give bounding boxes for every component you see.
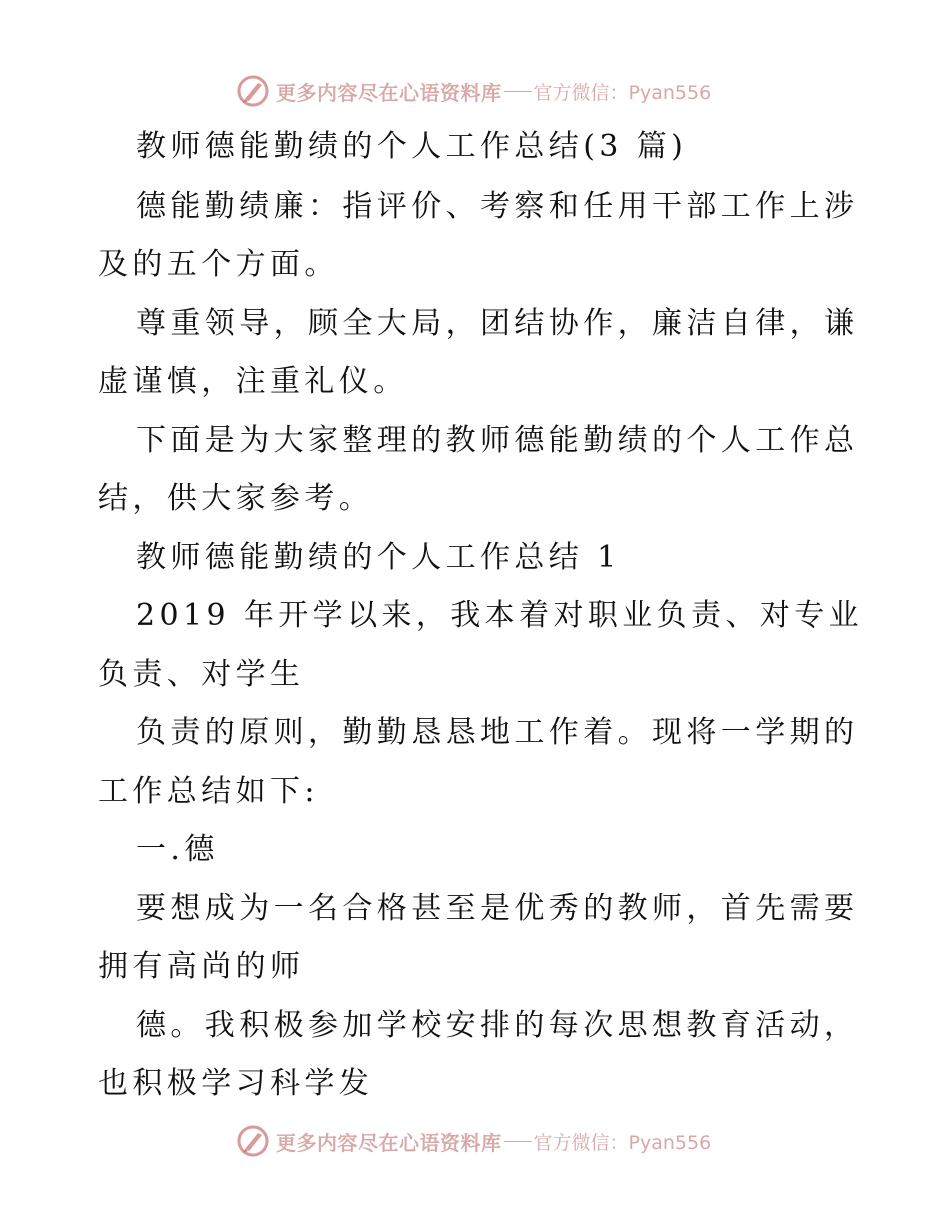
paragraph-line: 下面是为大家整理的教师德能勤绩的个人工作总 — [136, 423, 859, 458]
document-title: 教师德能勤绩的个人工作总结(3 篇) — [136, 129, 688, 164]
paragraph-line: 拥有高尚的师 — [98, 949, 305, 984]
paragraph-line: 负责、对学生 — [98, 657, 305, 692]
footer-watermark-text: 更多内容尽在心语资料库 — [276, 1130, 502, 1155]
quill-logo-icon — [236, 74, 270, 108]
paragraph-line: 德能勤绩廉：指评价、考察和任用干部工作上涉 — [136, 189, 859, 224]
quill-logo-icon — [236, 1124, 270, 1158]
paragraph-line: 工作总结如下: — [98, 774, 319, 809]
paragraph-line: 及的五个方面。 — [98, 247, 339, 282]
paragraph-line: 德。我积极参加学校安排的每次思想教育活动， — [136, 1008, 859, 1043]
paragraph-line: 虚谨慎，注重礼仪。 — [98, 364, 408, 399]
paragraph-line: 要想成为一名合格甚至是优秀的教师，首先需要 — [136, 891, 859, 926]
paragraph-line: 结，供大家参考。 — [98, 481, 374, 516]
paragraph-line: 尊重领导，顾全大局，团结协作，廉洁自律，谦 — [136, 306, 859, 341]
paragraph-line: 2019 年开学以来，我本着对职业负责、对专业 — [136, 598, 864, 633]
footer-watermark-dash — [504, 1141, 532, 1142]
paragraph-line: 也积极学习科学发 — [98, 1066, 374, 1101]
footer-watermark-banner — [236, 1123, 711, 1159]
header-watermark-dash — [504, 91, 532, 92]
header-watermark-banner — [236, 73, 711, 109]
footer-watermark-wechat: 官方微信：Pyan556 — [533, 1131, 712, 1154]
section-heading: 教师德能勤绩的个人工作总结 1 — [136, 540, 621, 575]
header-watermark-text: 更多内容尽在心语资料库 — [276, 80, 502, 105]
paragraph-line: 负责的原则，勤勤恳恳地工作着。现将一学期的 — [136, 715, 859, 750]
header-watermark-wechat: 官方微信：Pyan556 — [533, 81, 712, 104]
subsection-heading: 一.德 — [136, 832, 219, 867]
